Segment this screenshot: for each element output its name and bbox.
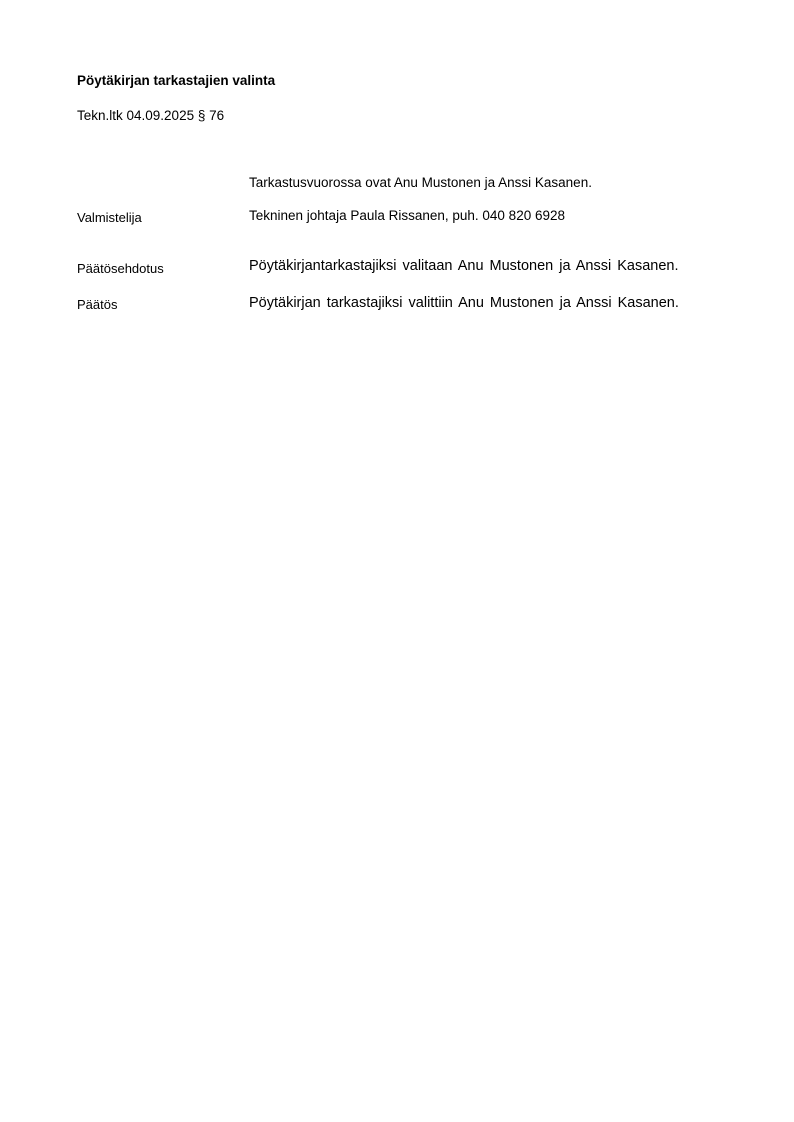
row-label-paatos: Päätös <box>77 297 118 312</box>
row-label-valmistelija: Valmistelija <box>77 210 142 225</box>
meeting-reference: Tekn.ltk 04.09.2025 § 76 <box>77 108 225 123</box>
row-label-paatosehdotus: Päätösehdotus <box>77 261 164 276</box>
row-value-paatos: Pöytäkirjan tarkastajiksi valittiin Anu Mustonen ja Anssi Kasanen. <box>249 295 679 311</box>
row-value-valmistelija: Tekninen johtaja Paula Rissanen, puh. 040 820 6928 <box>249 208 565 223</box>
intro-text: Tarkastusvuorossa ovat Anu Mustonen ja Anssi Kasanen. <box>249 175 592 190</box>
document-title: Pöytäkirjan tarkastajien valinta <box>77 73 276 88</box>
row-value-paatosehdotus: Pöytäkirjantarkastajiksi valitaan Anu Mustonen ja Anssi Kasanen. <box>249 258 679 274</box>
